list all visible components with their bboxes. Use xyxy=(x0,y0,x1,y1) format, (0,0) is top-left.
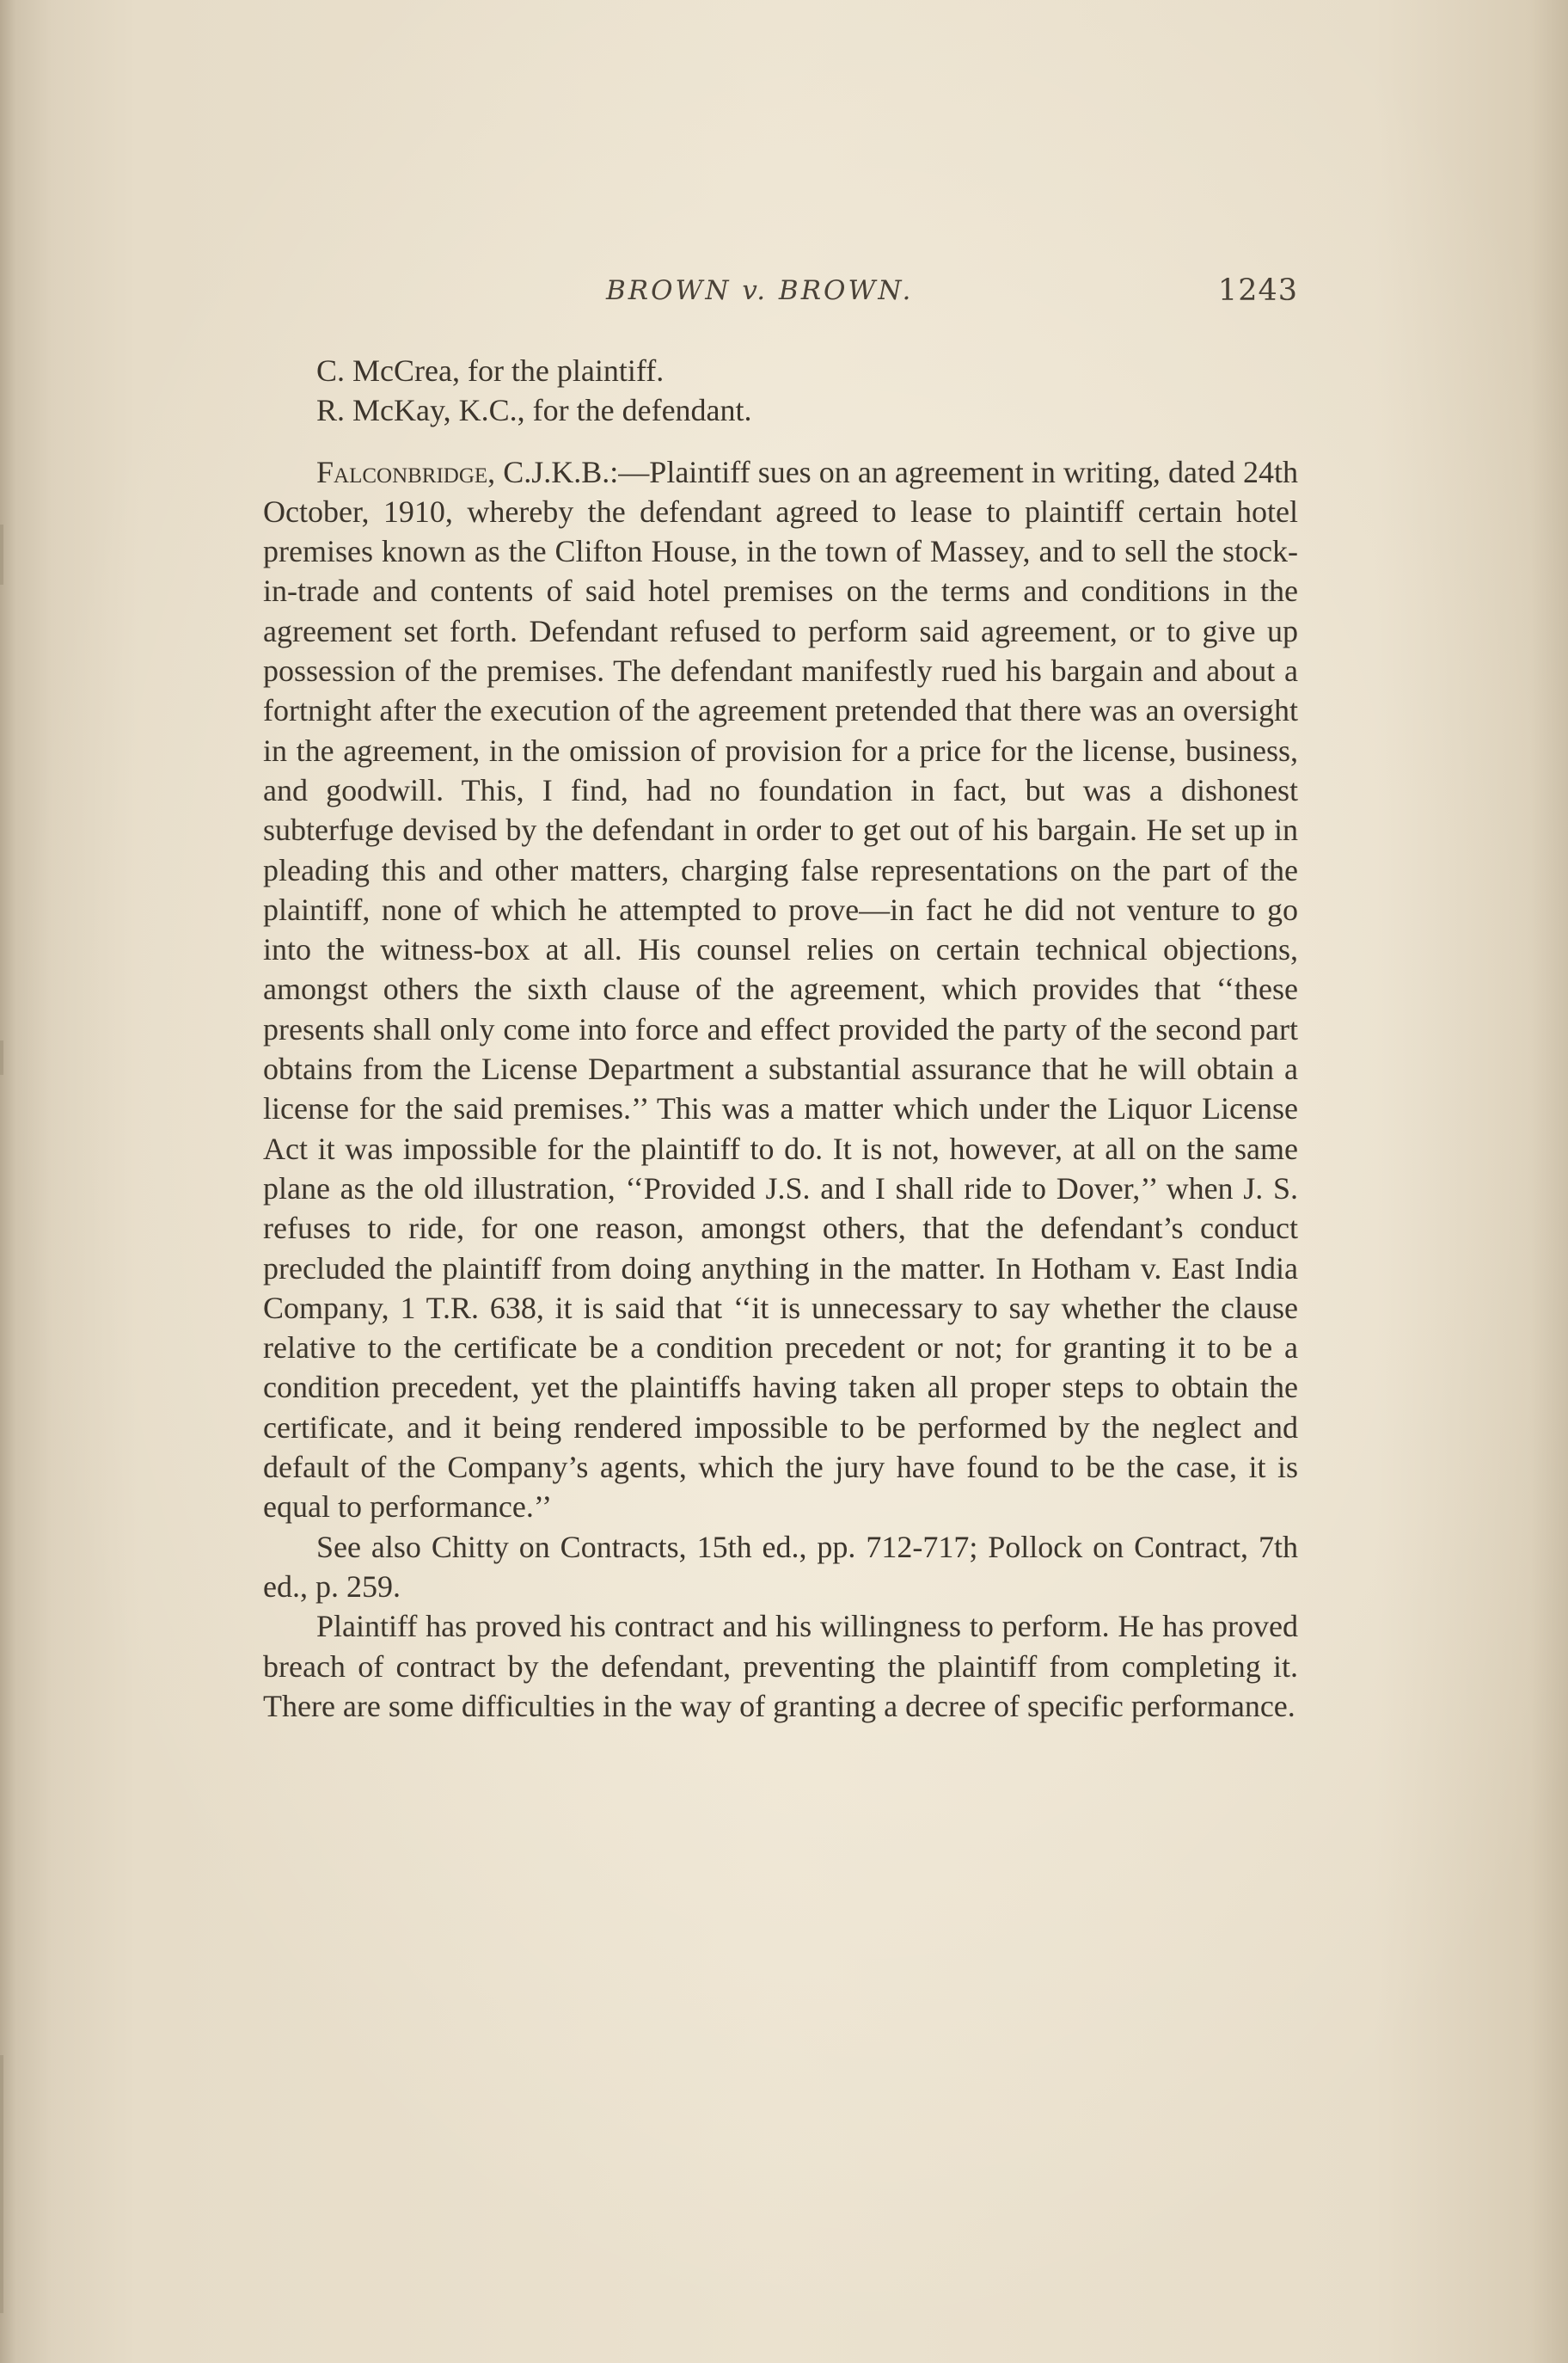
counsel-line-plaintiff: C. McCrea, for the plaintiff. xyxy=(316,353,665,388)
body-text xyxy=(263,351,1298,1726)
running-header xyxy=(258,268,1298,320)
citation-paragraph: See also Chitty on Contracts, 15th ed., pp. 712-717; Pollock on Contract, 7th ed., p. 259. xyxy=(263,1529,1298,1604)
running-title: BROWN v. BROWN. xyxy=(606,275,914,306)
page-edge-shadow xyxy=(0,1040,3,1075)
conclusion-paragraph: Plaintiff has proved his contract and his willingness to perform. He has proved breach of contract by the defendant, preventing the plaintiff from completing it. There are some difficulties in the way of granting a decree of specific performance. xyxy=(263,1609,1298,1723)
page-edge-shadow xyxy=(0,2055,3,2313)
judge-name: Falconbridge, C.J.K.B. xyxy=(316,454,610,489)
page-edge-shadow xyxy=(0,525,3,585)
page-number: 1243 xyxy=(1217,273,1298,308)
judgment-paragraph-text: :—Plaintiff sues on an agreement in writing, dated 24th October, 1910, whereby the defendant agreed to lease to plaintiff certain hotel premises known as the Clifton House, in the town of Massey, and to sell the stock-in-trade and contents of said hotel premises on the terms and conditions in the agreement set forth. Defendant refused to perform said agreement, or to give up possession of the premises. The defendant manifestly rued his bargain and about a fortnight after the execution of the agreement pretended that there was an oversight in the agreement, in the omission of provision for a price for the license, business, and goodwill. This, I find, had no foundation in fact, but was a dishonest subterfuge devised by the defendant in order to get out of his bargain. He set up in pleading this and other matters, charging false representations on the part of the plaintiff, none of which he attempted to prove—in fact he did not venture to go into the witness-box at all. His counsel relies on certain technical objections, amongst others the sixth clause of the agreement, which provides that ‘‘these presents shall only come into force and effect provided the party of the second part obtains from the License Department a substantial assurance that he will obtain a license for the said premises.’’ This was a matter which under the Liquor License Act it was impossible for the plaintiff to do. It is not, however, at all on the same plane as the old illustration, ‘‘Provided J.S. and I shall ride to Dover,’’ when J. S. refuses to ride, for one reason, amongst others, that the defendant’s conduct precluded the plaintiff from doing anything in the matter. In Hotham v. East India Company, 1 T.R. 638, it is said that ‘‘it is unnecessary to say whether the clause relative to the certificate be a condition precedent or not; for granting it to be a condition precedent, yet the plaintiffs having taken all proper steps to obtain the certificate, and it being rendered impossible to be performed by the neglect and default of the Company’s agents, which the jury have found to be the case, it is equal to performance.’’ xyxy=(263,454,1298,1525)
counsel-line-defendant: R. McKay, K.C., for the defendant. xyxy=(316,393,752,428)
judgment-paragraph xyxy=(263,452,1298,1527)
